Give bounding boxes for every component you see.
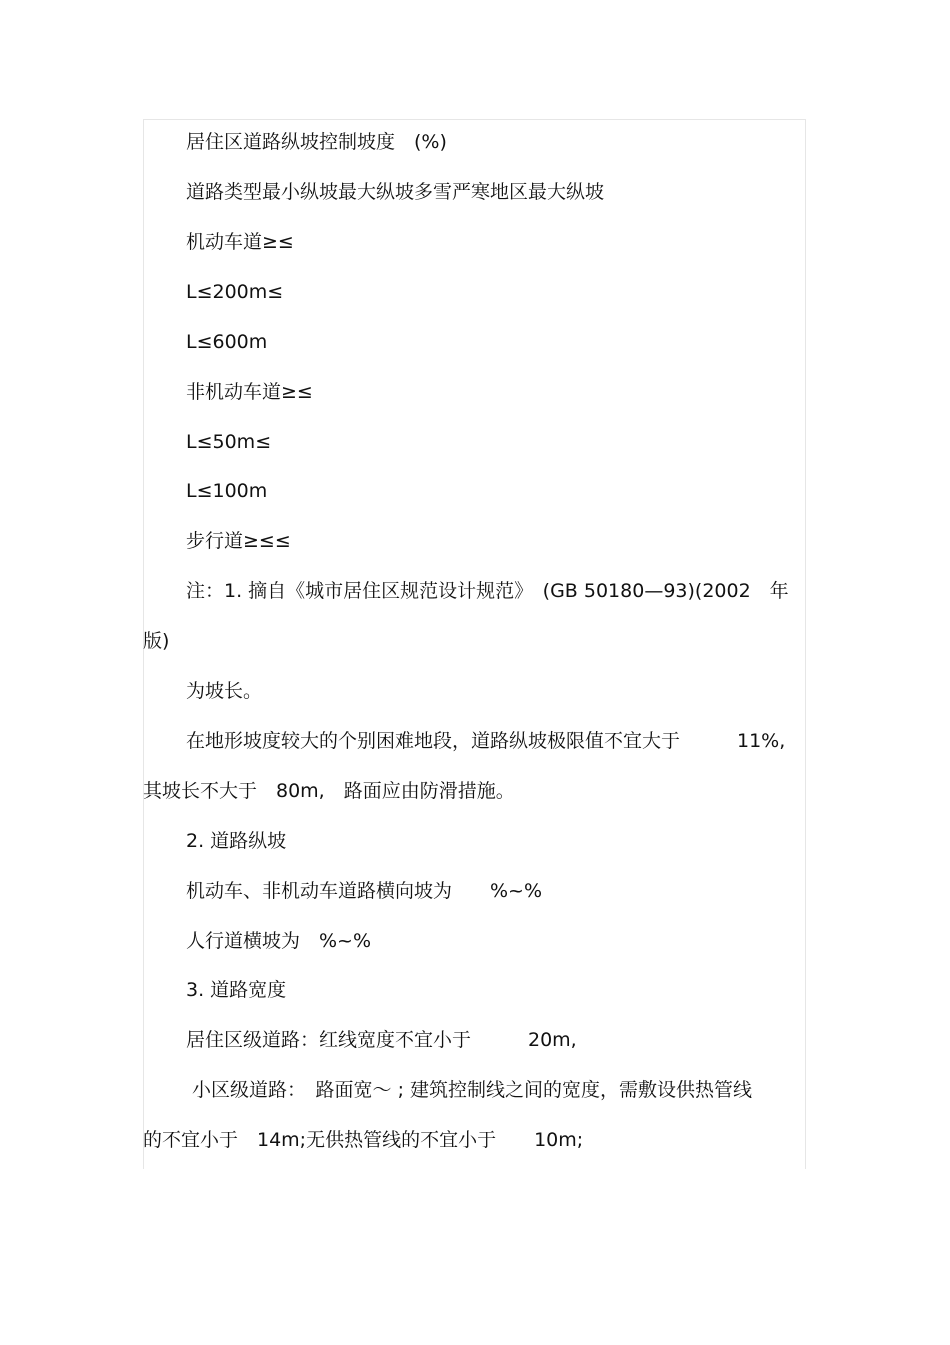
- table-row-motor-lane: 机动车道≥≤: [186, 231, 294, 253]
- paragraph-cross-slope: 机动车、非机动车道路横向坡为 %~%: [186, 880, 543, 902]
- table-row-l600: L≤600m: [186, 331, 268, 353]
- section-heading-2: 2. 道路纵坡: [186, 830, 287, 852]
- paragraph-small-road: 小区级道路： 路面宽～ ; 建筑控制线之间的宽度，需敷设供热管线: [186, 1079, 753, 1101]
- table-row-l50: L≤50m≤: [186, 431, 272, 453]
- paragraph-sidewalk-slope: 人行道横坡为 %~%: [186, 930, 372, 952]
- table-row-l100: L≤100m: [186, 480, 268, 502]
- section-heading-3: 3. 道路宽度: [186, 979, 287, 1001]
- page-border: [143, 119, 806, 1169]
- paragraph-terrain: 在地形坡度较大的个别困难地段，道路纵坡极限值不宜大于 11%,: [186, 730, 786, 752]
- table-header-row: 道路类型最小纵坡最大纵坡多雪严寒地区最大纵坡: [186, 181, 605, 203]
- table-row-l200: L≤200m≤: [186, 281, 284, 303]
- note-slope-length: 为坡长。: [186, 680, 263, 702]
- table-row-sidewalk: 步行道≥≤≤: [186, 530, 291, 552]
- table-row-non-motor: 非机动车道≥≤: [186, 381, 313, 403]
- note-line-1-cont: 版): [143, 630, 170, 652]
- table-title: 居住区道路纵坡控制坡度 (%): [186, 131, 447, 153]
- paragraph-district-road: 居住区级道路：红线宽度不宜小于 20m,: [186, 1029, 577, 1051]
- paragraph-terrain-cont: 其坡长不大于 80m, 路面应由防滑措施。: [143, 780, 515, 802]
- note-line-1: 注：1. 摘自《城市居住区规范设计规范》 (GB 50180—93)(2002 年: [186, 580, 789, 602]
- paragraph-small-road-cont: 的不宜小于 14m;无供热管线的不宜小于 10m;: [143, 1129, 584, 1151]
